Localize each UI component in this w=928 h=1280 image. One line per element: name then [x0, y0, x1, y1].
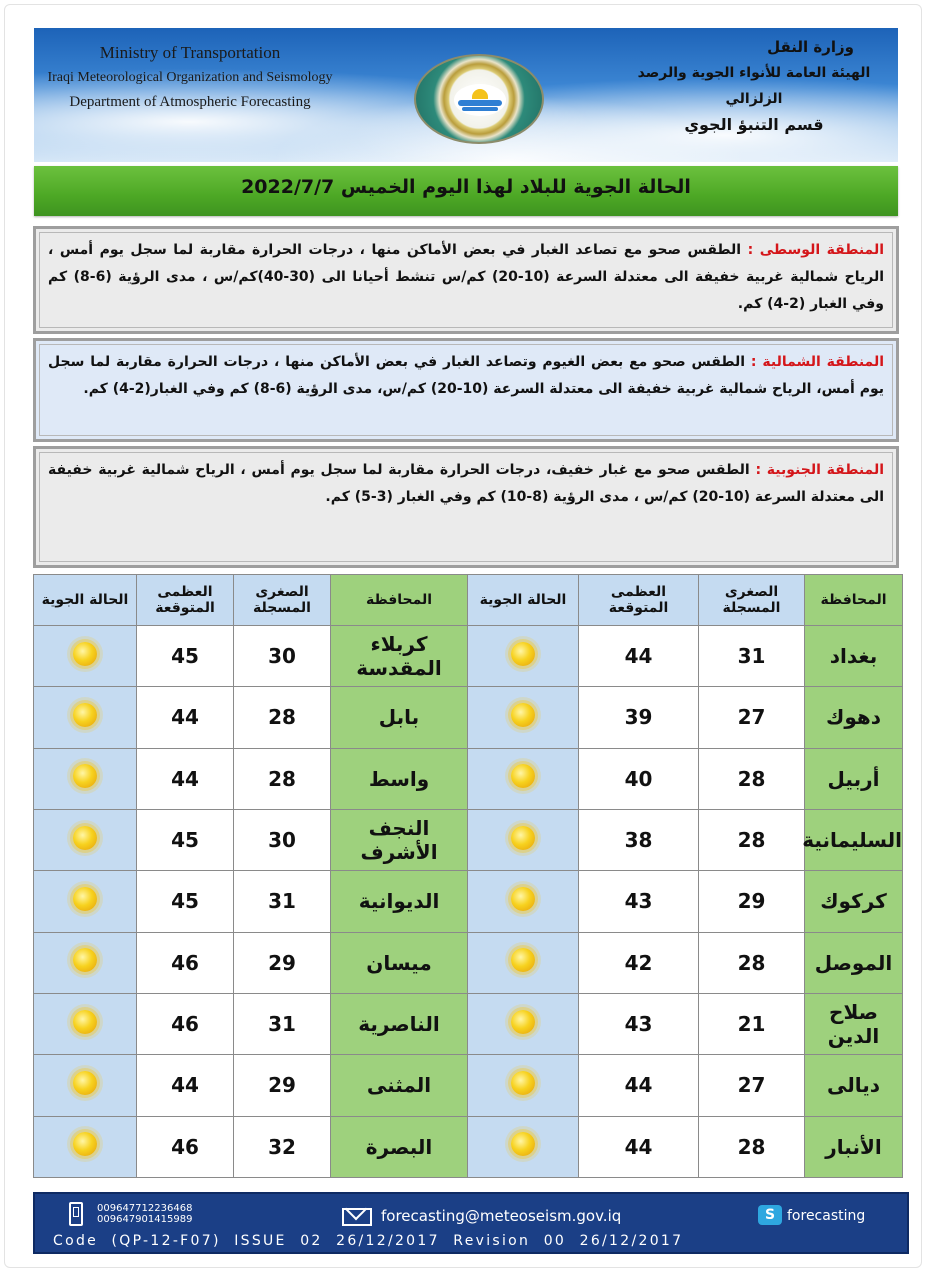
governorate-cell: الديوانية	[331, 871, 468, 932]
sun-icon	[73, 826, 97, 850]
max-temp-cell: 46	[137, 993, 234, 1054]
weather-cell	[468, 809, 579, 870]
governorate-cell: بغداد	[805, 626, 903, 687]
min-temp-cell: 28	[699, 809, 805, 870]
sun-icon	[73, 1132, 97, 1156]
min-temp-cell: 29	[699, 871, 805, 932]
sun-icon	[511, 1010, 535, 1034]
max-temp-cell: 45	[137, 871, 234, 932]
forecast-table	[33, 574, 903, 1178]
governorate-cell: البصرة	[331, 1116, 468, 1177]
sun-icon	[511, 887, 535, 911]
min-temp-cell: 29	[234, 1055, 331, 1116]
min-temp-cell: 30	[234, 626, 331, 687]
governorate-cell: بابل	[331, 687, 468, 748]
weather-cell	[34, 687, 137, 748]
skype-handle: forecasting	[787, 1208, 866, 1224]
organization-name-ar: الهيئة العامة للأنواء الجوية والرصد الزلزالي	[637, 65, 871, 107]
sun-icon	[73, 1010, 97, 1034]
header-banner	[34, 28, 898, 162]
governorate-cell: صلاح الدين	[805, 993, 903, 1054]
max-temp-cell: 44	[579, 1055, 699, 1116]
phone-number: 009647901415989	[97, 1214, 193, 1225]
weather-cell	[34, 1055, 137, 1116]
table-row	[34, 993, 903, 1054]
weather-cell	[468, 748, 579, 809]
governorate-cell: ديالى	[805, 1055, 903, 1116]
max-temp-cell: 45	[137, 809, 234, 870]
max-temp-cell: 44	[579, 626, 699, 687]
region-name: المنطقة الجنوبية :	[755, 462, 884, 478]
region-text: الطقس صحو مع غبار خفيف، درجات الحرارة مقاربة لما سجل يوم أمس ، الرياح شمالية غربية خفيفة الى معتدلة السرعة (10-20) كم/س ، مدى الرؤية (8-10) كم وفي الغبار (3-5) كم.	[48, 462, 884, 505]
sun-icon	[511, 948, 535, 972]
governorate-cell: كربلاء المقدسة	[331, 626, 468, 687]
max-temp-cell: 40	[579, 748, 699, 809]
governorate-cell: المثنى	[331, 1055, 468, 1116]
weather-cell	[468, 1116, 579, 1177]
table-row	[34, 871, 903, 932]
table-row	[34, 932, 903, 993]
region-text: الطقس صحو مع تصاعد الغبار في بعض الأماكن منها ، درجات الحرارة مقاربة لما سجل يوم أمس ، الرياح شمالية غربية خفيفة الى معتدلة السرعة (10-20) كم/س تنشط أحيانا الى (30-40)كم/س ، مدى الرؤية (6-8) كم وفي الغبار (2-4) كم.	[48, 242, 885, 312]
document-code: Code (QP-12-F07) ISSUE 02 26/12/2017 Revision 00 26/12/2017	[53, 1233, 684, 1249]
region-central	[33, 226, 899, 334]
region-text: الطقس صحو مع بعض الغيوم وتصاعد الغبار في بعض الأماكن منها ، درجات الحرارة مقاربة لما سجل يوم أمس، الرياح شمالية غربية خفيفة الى معتدلة السرعة (10-20) كم/س، مدى الرؤية (6-8) كم وفي الغبار(2-4) كم.	[48, 354, 884, 397]
weather-cell	[34, 932, 137, 993]
min-temp-cell: 21	[699, 993, 805, 1054]
sun-icon	[511, 703, 535, 727]
organization-name-en: Iraqi Meteorological Organization and Seismology	[47, 70, 333, 85]
sun-icon	[511, 1071, 535, 1095]
department-name-ar: قسم التنبؤ الجوي	[684, 115, 824, 134]
weather-cell	[468, 993, 579, 1054]
sun-icon	[73, 1071, 97, 1095]
phone-numbers	[97, 1203, 192, 1225]
weather-cell	[468, 687, 579, 748]
sun-icon	[73, 642, 97, 666]
phone-icon	[69, 1202, 83, 1226]
min-temp-cell: 28	[699, 932, 805, 993]
weather-cell	[34, 871, 137, 932]
min-temp-cell: 27	[699, 687, 805, 748]
meteorology-seal-icon	[414, 54, 544, 144]
table-header-row	[34, 575, 903, 626]
header-governorate: المحافظة	[331, 575, 468, 626]
skype-icon: S	[758, 1205, 782, 1225]
weather-cell	[34, 993, 137, 1054]
header-weather: الحالة الجوية	[34, 575, 137, 626]
region-name: المنطقة الشمالية :	[750, 354, 885, 370]
max-temp-cell: 44	[579, 1116, 699, 1177]
table-row	[34, 687, 903, 748]
max-temp-cell: 46	[137, 1116, 234, 1177]
sun-icon	[511, 642, 535, 666]
table-row	[34, 809, 903, 870]
header-weather: الحالة الجوية	[468, 575, 579, 626]
max-temp-cell: 39	[579, 687, 699, 748]
max-temp-cell: 38	[579, 809, 699, 870]
phone-number: 009647712236468	[97, 1203, 193, 1214]
min-temp-cell: 32	[234, 1116, 331, 1177]
sun-icon	[511, 764, 535, 788]
min-temp-cell: 28	[234, 687, 331, 748]
max-temp-cell: 42	[579, 932, 699, 993]
sun-icon	[73, 703, 97, 727]
min-temp-cell: 28	[699, 748, 805, 809]
max-temp-cell: 45	[137, 626, 234, 687]
weather-cell	[34, 809, 137, 870]
governorate-cell: النجف الأشرف	[331, 809, 468, 870]
max-temp-cell: 44	[137, 748, 234, 809]
min-temp-cell: 30	[234, 809, 331, 870]
email-address[interactable]: forecasting@meteoseism.gov.iq	[381, 1207, 622, 1225]
weather-cell	[468, 626, 579, 687]
sun-icon	[73, 764, 97, 788]
header-min: الصغرى المسجلة	[234, 575, 331, 626]
governorate-cell: ميسان	[331, 932, 468, 993]
governorate-cell: كركوك	[805, 871, 903, 932]
governorate-cell: السليمانية	[805, 809, 903, 870]
weather-cell	[468, 932, 579, 993]
header-english	[40, 40, 340, 115]
max-temp-cell: 43	[579, 993, 699, 1054]
ministry-name-ar: وزارة النقل	[767, 38, 854, 56]
table-row	[34, 1055, 903, 1116]
department-name-en: Department of Atmospheric Forecasting	[69, 94, 311, 110]
region-north	[33, 338, 899, 442]
title-bar	[34, 166, 898, 216]
min-temp-cell: 27	[699, 1055, 805, 1116]
max-temp-cell: 43	[579, 871, 699, 932]
footer-bar	[33, 1192, 909, 1254]
table-row	[34, 626, 903, 687]
header-min: الصغرى المسجلة	[699, 575, 805, 626]
page-title: الحالة الجوية للبلاد لهذا اليوم الخميس 2022/7/7	[241, 176, 691, 198]
header-max: العظمى المتوقعة	[137, 575, 234, 626]
governorate-cell: الناصرية	[331, 993, 468, 1054]
sun-icon	[73, 948, 97, 972]
sun-icon	[511, 1132, 535, 1156]
weather-cell	[468, 1055, 579, 1116]
governorate-cell: الأنبار	[805, 1116, 903, 1177]
mail-icon	[342, 1208, 372, 1226]
region-south	[33, 446, 899, 568]
weather-cell	[34, 1116, 137, 1177]
table-row	[34, 748, 903, 809]
header-arabic	[614, 34, 894, 138]
governorate-cell: واسط	[331, 748, 468, 809]
max-temp-cell: 46	[137, 932, 234, 993]
governorate-cell: أربيل	[805, 748, 903, 809]
min-temp-cell: 28	[699, 1116, 805, 1177]
sun-icon	[73, 887, 97, 911]
governorate-cell: الموصل	[805, 932, 903, 993]
sun-icon	[511, 826, 535, 850]
ministry-name-en: Ministry of Transportation	[99, 43, 281, 62]
region-name: المنطقة الوسطى :	[747, 242, 884, 258]
min-temp-cell: 28	[234, 748, 331, 809]
header-max: العظمى المتوقعة	[579, 575, 699, 626]
header-governorate: المحافظة	[805, 575, 903, 626]
max-temp-cell: 44	[137, 1055, 234, 1116]
table-row	[34, 1116, 903, 1177]
min-temp-cell: 31	[234, 993, 331, 1054]
min-temp-cell: 31	[699, 626, 805, 687]
max-temp-cell: 44	[137, 687, 234, 748]
weather-cell	[34, 626, 137, 687]
min-temp-cell: 29	[234, 932, 331, 993]
min-temp-cell: 31	[234, 871, 331, 932]
weather-cell	[468, 871, 579, 932]
weather-cell	[34, 748, 137, 809]
governorate-cell: دهوك	[805, 687, 903, 748]
